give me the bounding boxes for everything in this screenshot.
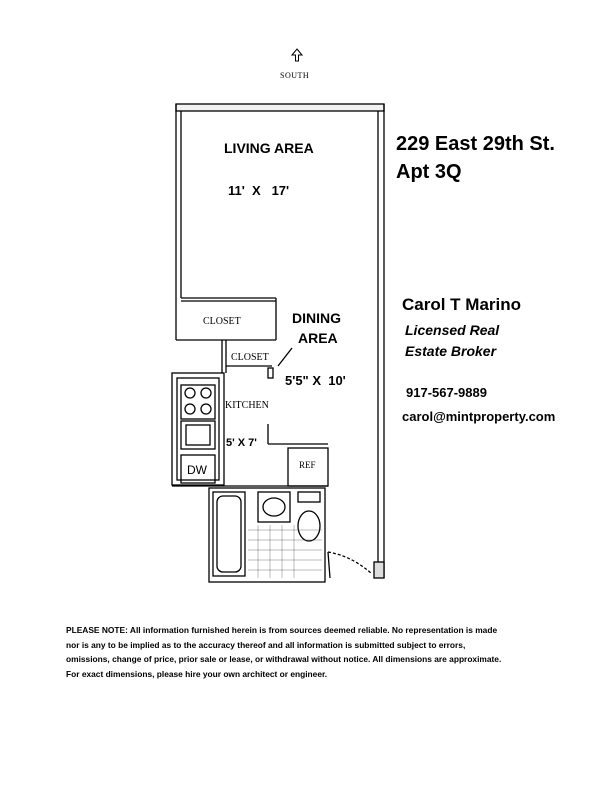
burner-3 [185, 404, 195, 414]
dining-area-label-1: DINING [292, 310, 341, 326]
bathtub [213, 492, 245, 576]
entry-door-swing [328, 552, 372, 574]
entry-threshold [374, 562, 384, 578]
compass-label: SOUTH [280, 71, 310, 80]
disclaimer-heading: PLEASE NOTE: [66, 625, 128, 635]
bathtub-inner [217, 496, 241, 572]
refrigerator-label: REF [299, 460, 316, 470]
burner-1 [185, 388, 195, 398]
living-area-label: LIVING AREA [224, 140, 314, 156]
bath-sink-basin [263, 498, 285, 516]
agent-title-line-2: Estate Broker [405, 343, 497, 359]
kitchen-label: KITCHEN [225, 400, 269, 411]
kitchen-dimensions: 5' X 7' [226, 437, 257, 449]
agent-phone: 917-567-9889 [406, 385, 487, 400]
dishwasher-label: DW [187, 463, 207, 477]
outer-wall-top [176, 104, 384, 111]
sink-basin [186, 425, 210, 445]
closet-label: CLOSET [203, 316, 241, 327]
toilet-tank [298, 492, 320, 502]
dining-area-label-2: AREA [298, 330, 338, 346]
agent-title-line-1: Licensed Real [405, 322, 500, 338]
living-area-dimensions: 11' X 17' [228, 183, 290, 198]
closet2-door [268, 368, 273, 378]
burner-2 [201, 388, 211, 398]
agent-name: Carol T Marino [402, 295, 522, 314]
address-line-1: 229 East 29th St. [396, 133, 555, 155]
dining-pointer [278, 348, 292, 366]
dining-area-dimensions: 5'5" X 10' [285, 373, 346, 388]
disclaimer [66, 623, 506, 681]
closet-label-2: CLOSET [231, 352, 269, 363]
agent-email-link[interactable]: carol@mintproperty.com [402, 409, 556, 424]
address-line-2: Apt 3Q [396, 161, 462, 183]
entry-door [328, 552, 330, 578]
burner-4 [201, 404, 211, 414]
arrow-up-icon [291, 48, 303, 62]
toilet-bowl [298, 511, 320, 541]
disclaimer-text: All information furnished herein is from sources deemed reliable. No representation is made nor is any to be implied as to the accuracy thereof and all information is submitted subject to errors, omissions, change of price, prior sale or lease, or withdrawal without notice. All dimensions are approximate. For exact dimensions, please hire your own architect or engineer. [66, 625, 502, 679]
